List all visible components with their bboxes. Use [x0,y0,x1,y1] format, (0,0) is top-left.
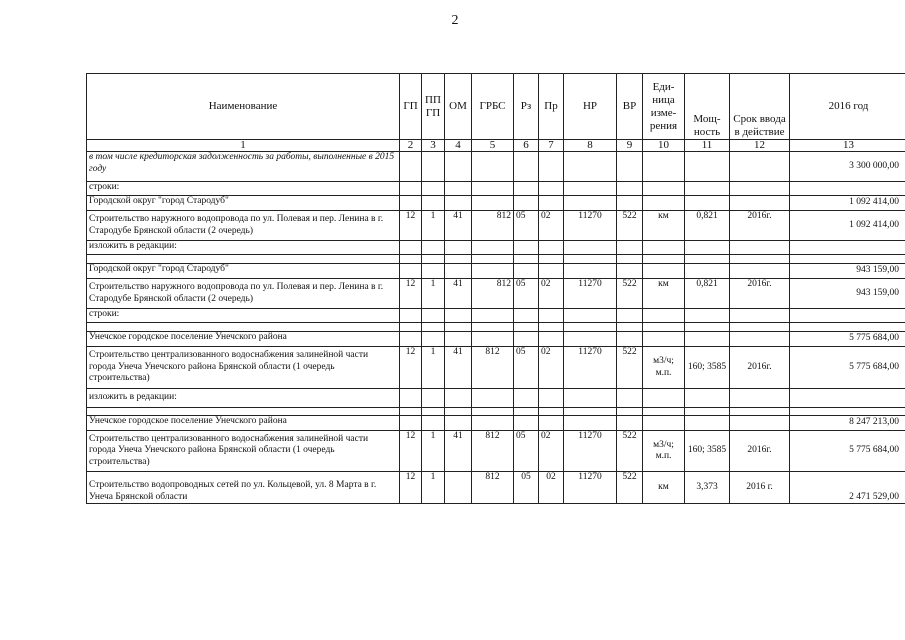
column-number: 11 [685,140,730,152]
row-amount: 5 775 684,00 [790,347,905,389]
row-name: Строительство централизованного водоснабжения залинейной части города Унеча Унечского района Брянской области (1 очередь строительства) [87,431,400,472]
row-name: Унечское городское поселение Унечского района [87,332,400,347]
budget-table [86,73,905,504]
row-name: строки: [87,309,400,323]
cell-gp: 12 [400,211,422,241]
column-number: 10 [643,140,685,152]
header-unit: Еди-ница изме-рения [643,74,685,140]
table-row [87,279,905,309]
header-year: 2016 год [790,74,905,140]
row-name: строки: [87,182,400,196]
table-row [87,472,905,504]
cell-term: 2016г. [730,279,790,309]
cell-vr: 522 [617,431,643,472]
table-row [87,196,905,211]
column-number: 1 [87,140,400,152]
table-row [87,431,905,472]
cell-vr: 522 [617,279,643,309]
cell-unit: м3/ч; м.п. [643,431,685,472]
table-row [87,389,905,408]
cell-capacity: 160; 3585 [685,347,730,389]
cell-nr: 11270 [564,347,617,389]
cell-gp: 12 [400,347,422,389]
row-amount: 3 300 000,00 [790,152,905,182]
cell-rz: 05 [514,472,539,504]
cell-nr: 11270 [564,472,617,504]
row-amount: 2 471 529,00 [790,472,905,504]
column-number: 4 [445,140,472,152]
header-rz: Рз [514,74,539,140]
cell-om: 41 [445,211,472,241]
cell-rz: 05 [514,431,539,472]
cell-om: 41 [445,431,472,472]
row-name: изложить в редакции: [87,389,400,408]
row-name: Строительство наружного водопровода по ул. Полевая и пер. Ленина в г. Стародубе Брянской области (2 очередь) [87,279,400,309]
table-row [87,264,905,279]
row-name: в том числе кредиторская задолженность за работы, выполненные в 2015 году [87,152,400,182]
row-name: Городской округ "город Стародуб" [87,264,400,279]
cell-ppgp: 1 [422,347,445,389]
header-nr: НР [564,74,617,140]
cell-term: 2016г. [730,211,790,241]
column-number: 5 [472,140,514,152]
header-gp: ГП [400,74,422,140]
cell-om: 41 [445,347,472,389]
table-row [87,416,905,431]
row-amount: 943 159,00 [790,264,905,279]
cell-nr: 11270 [564,211,617,241]
row-amount: 1 092 414,00 [790,196,905,211]
cell-ppgp: 1 [422,431,445,472]
row-amount: 943 159,00 [790,279,905,309]
table-row [87,309,905,323]
header-term: Срок ввода в действие [730,74,790,140]
cell-ppgp: 1 [422,279,445,309]
header-vr: ВР [617,74,643,140]
cell-unit: км [643,211,685,241]
cell-gp: 12 [400,279,422,309]
cell-gp: 12 [400,472,422,504]
cell-term: 2016г. [730,431,790,472]
table-row [87,152,905,182]
header-ppgp: ПП ГП [422,74,445,140]
column-number: 6 [514,140,539,152]
row-amount: 8 247 213,00 [790,416,905,431]
cell-rz: 05 [514,211,539,241]
cell-pr: 02 [539,472,564,504]
header-om: ОМ [445,74,472,140]
cell-unit: км [643,472,685,504]
cell-ppgp: 1 [422,472,445,504]
row-name: Городской округ "город Стародуб" [87,196,400,211]
table-row [87,182,905,196]
cell-term: 2016г. [730,347,790,389]
cell-vr: 522 [617,347,643,389]
row-name: Строительство водопроводных сетей по ул. Кольцевой, ул. 8 Марта в г. Унеча Брянской области [87,472,400,504]
table-row [87,241,905,255]
cell-ppgp: 1 [422,211,445,241]
header-capacity: Мощ-ность [685,74,730,140]
cell-unit: км [643,279,685,309]
table-row [87,332,905,347]
cell-vr: 522 [617,211,643,241]
cell-capacity: 0,821 [685,211,730,241]
row-amount: 5 775 684,00 [790,431,905,472]
row-amount: 1 092 414,00 [790,211,905,241]
cell-grbs: 812 [472,472,514,504]
table-row [87,211,905,241]
column-number: 3 [422,140,445,152]
cell-nr: 11270 [564,431,617,472]
cell-unit: м3/ч; м.п. [643,347,685,389]
cell-term: 2016 г. [730,472,790,504]
header-pr: Пр [539,74,564,140]
column-number: 9 [617,140,643,152]
column-number: 12 [730,140,790,152]
cell-om [445,472,472,504]
cell-pr: 02 [539,211,564,241]
cell-grbs: 812 [472,211,514,241]
column-number: 8 [564,140,617,152]
cell-grbs: 812 [472,279,514,309]
cell-nr: 11270 [564,279,617,309]
header-grbs: ГРБС [472,74,514,140]
cell-capacity: 0,821 [685,279,730,309]
cell-om: 41 [445,279,472,309]
row-name: Строительство наружного водопровода по ул. Полевая и пер. Ленина в г. Стародубе Брянской области (2 очередь) [87,211,400,241]
table-row [87,347,905,389]
cell-pr: 02 [539,431,564,472]
header-row [87,74,905,140]
cell-grbs: 812 [472,347,514,389]
column-number: 7 [539,140,564,152]
cell-pr: 02 [539,279,564,309]
row-amount: 5 775 684,00 [790,332,905,347]
page-number: 2 [451,13,459,28]
header-name: Наименование [87,74,400,140]
row-name: Строительство централизованного водоснабжения залинейной части города Унеча Унечского района Брянской области (1 очередь строительства) [87,347,400,389]
column-number: 13 [790,140,905,152]
column-number: 2 [400,140,422,152]
cell-capacity: 160; 3585 [685,431,730,472]
cell-pr: 02 [539,347,564,389]
row-name: изложить в редакции: [87,241,400,255]
cell-vr: 522 [617,472,643,504]
cell-rz: 05 [514,347,539,389]
row-name: Унечское городское поселение Унечского района [87,416,400,431]
column-number-row [87,140,905,152]
cell-grbs: 812 [472,431,514,472]
cell-gp: 12 [400,431,422,472]
cell-rz: 05 [514,279,539,309]
cell-capacity: 3,373 [685,472,730,504]
